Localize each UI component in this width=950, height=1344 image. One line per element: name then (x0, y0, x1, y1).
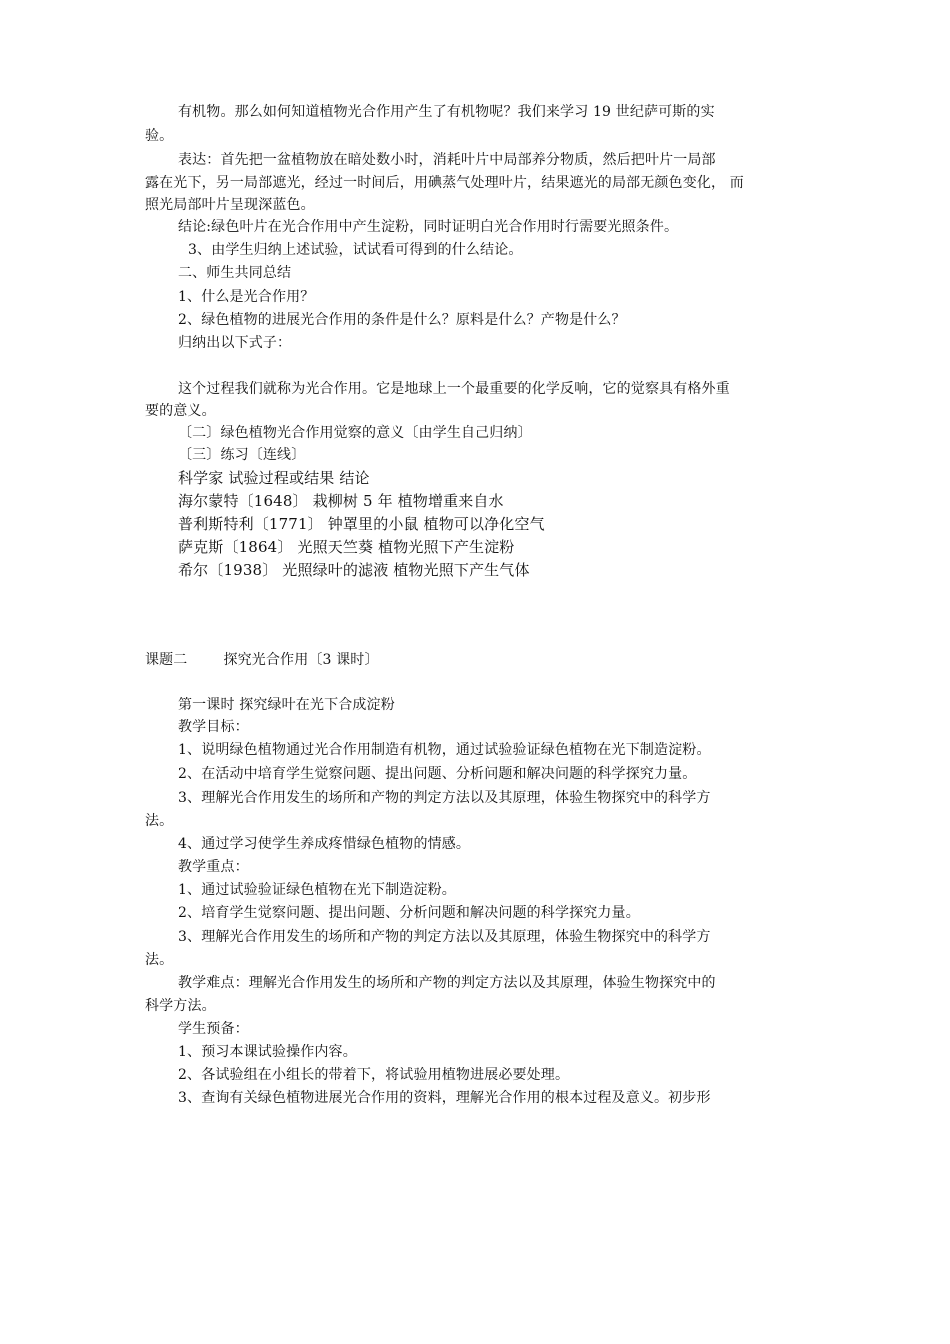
topic-label: 课题二 (145, 652, 188, 668)
goal-3-line-1: 3、理解光合作用发生的场所和产物的判定方法以及其原理，体验生物探究中的科学方 (178, 790, 711, 806)
key-point-3-line-1: 3、理解光合作用发生的场所和产物的判定方法以及其原理，体验生物探究中的科学方 (178, 929, 711, 945)
expression-line-3: 照光局部叶片呈现深蓝色。 (145, 197, 315, 213)
goal-4: 4、通过学习使学生养成疼惜绿色植物的情感。 (178, 836, 471, 852)
difficulty-line-1: 教学难点：理解光合作用发生的场所和产物的判定方法以及其原理，体验生物探究中的 (178, 975, 716, 991)
question-1: 1、什么是光合作用？ (178, 289, 315, 305)
match-row-3: 萨克斯〔1864〕 光照天竺葵 植物光照下产生淀粉 (178, 538, 515, 556)
prep-2: 2、各试验组在小组长的带着下，将试验用植物进展必要处理。 (178, 1067, 570, 1083)
key-point-2: 2、培育学生觉察问题、提出问题、分析问题和解决问题的科学探究力量。 (178, 905, 640, 921)
key-point-1: 1、通过试验验证绿色植物在光下制造淀粉。 (178, 882, 456, 898)
match-row-2: 普利斯特利〔1771〕 钟罩里的小鼠 植物可以净化空气 (178, 515, 545, 533)
topic-heading (145, 651, 379, 669)
item-3: 3、由学生归纳上述试验，试试看可得到的什么结论。 (188, 242, 523, 258)
process-line-1: 这个过程我们就称为光合作用。它是地球上一个最重要的化学反响，它的觉察具有格外重 (178, 381, 730, 397)
intro-line-2: 验。 (145, 128, 174, 144)
goal-2: 2、在活动中培育学生觉察问题、提出问题、分析问题和解决问题的科学探究力量。 (178, 766, 697, 782)
process-line-2: 要的意义。 (145, 403, 216, 419)
section-2-title: 〔二〕绿色植物光合作用觉察的意义〔由学生自己归纳〕 (178, 425, 532, 441)
match-table-header: 科学家 试验过程或结果 结论 (178, 469, 370, 487)
expression-line-1: 表达：首先把一盆植物放在暗处数小时，消耗叶片中局部养分物质，然后把叶片一局部 (178, 152, 716, 168)
match-row-4: 希尔〔1938〕 光照绿叶的滤液 植物光照下产生气体 (178, 561, 530, 579)
section-3-title: 〔三〕练习〔连线〕 (178, 447, 306, 463)
difficulty-line-2: 科学方法。 (145, 998, 216, 1014)
question-2: 2、绿色植物的进展光合作用的条件是什么？原料是什么？产物是什么？ (178, 312, 626, 328)
conclusion: 结论:绿色叶片在光合作用中产生淀粉，同时证明白光合作用时行需要光照条件。 (178, 219, 679, 235)
intro-line-1: 有机物。那么如何知道植物光合作用产生了有机物呢？我们来学习 19 世纪萨可斯的实 (178, 104, 715, 120)
summary-heading: 二、师生共同总结 (178, 265, 292, 281)
key-points-heading: 教学重点： (178, 859, 249, 875)
prep-heading: 学生预备： (178, 1021, 249, 1037)
goals-heading: 教学目标： (178, 719, 249, 735)
formula-intro: 归纳出以下式子： (178, 335, 292, 351)
lesson-1-title: 第一课时 探究绿叶在光下合成淀粉 (178, 697, 395, 713)
match-row-1: 海尔蒙特〔1648〕 栽柳树 5 年 植物增重来自水 (178, 492, 504, 510)
expression-line-2: 露在光下，另一局部遮光，经过一时间后，用碘蒸气处理叶片，结果遮光的局部无颜色变化， 而 (145, 175, 744, 191)
goal-1: 1、说明绿色植物通过光合作用制造有机物，通过试验验证绿色植物在光下制造淀粉。 (178, 742, 711, 758)
prep-1: 1、预习本课试验操作内容。 (178, 1044, 357, 1060)
topic-title: 探究光合作用〔3 课时〕 (223, 652, 379, 668)
prep-3: 3、查询有关绿色植物进展光合作用的资料，理解光合作用的根本过程及意义。初步形 (178, 1090, 711, 1106)
key-point-3-line-2: 法。 (145, 952, 174, 968)
goal-3-line-2: 法。 (145, 813, 174, 829)
